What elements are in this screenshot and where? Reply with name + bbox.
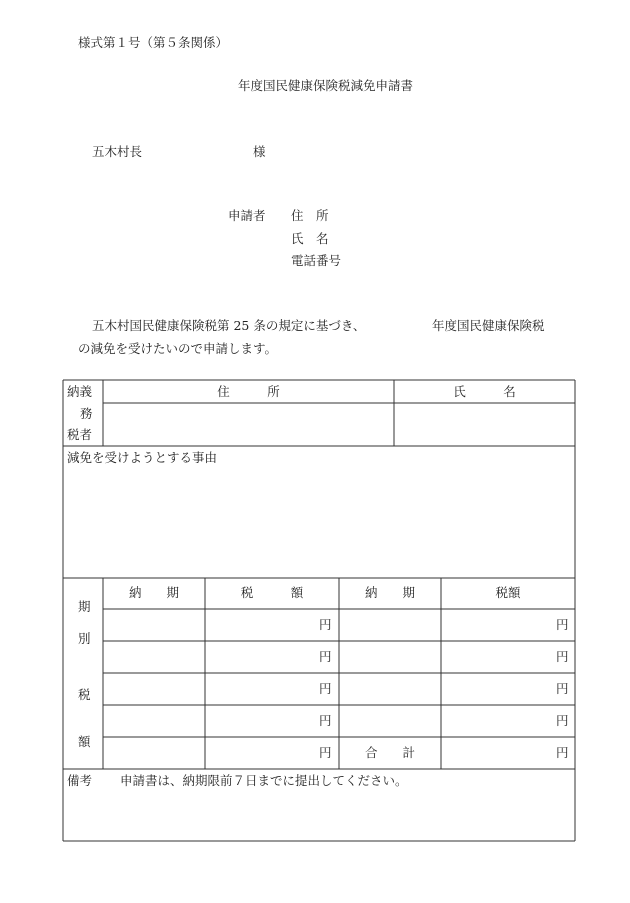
taxpayer-address-header: 住 所 (217, 384, 280, 399)
applicant-phone-label: 電話番号 (291, 253, 342, 268)
period-side-char-1: 期 (78, 599, 91, 614)
remarks-label: 備考 (67, 773, 93, 788)
taxpayer-label-1: 納義 (67, 384, 93, 399)
row3-yen1: 円 (319, 681, 332, 696)
applicant-label: 申請者 (228, 208, 266, 223)
form-title: 年度国民健康保険税減免申請書 (238, 78, 414, 93)
applicant-address-label: 住 所 (291, 208, 329, 223)
addressee-honorific: 様 (253, 144, 266, 159)
row2-yen2: 円 (556, 649, 569, 664)
row1-yen1: 円 (319, 617, 332, 632)
statement-line1-b: 年度国民健康保険税 (432, 318, 545, 333)
taxpayer-name-header: 氏 名 (453, 384, 516, 399)
statement-line1-a: 五木村国民健康保険税第 25 条の規定に基づき、 (92, 318, 366, 333)
total-yen: 円 (556, 745, 569, 760)
applicant-name-label: 氏 名 (291, 231, 329, 246)
row4-yen1: 円 (319, 713, 332, 728)
period-side-char-2: 別 (78, 631, 91, 646)
statement-line2: の減免を受けたいので申請します。 (78, 341, 278, 356)
header-due-1: 納 期 (128, 585, 179, 600)
row1-yen2: 円 (556, 617, 569, 632)
row5-yen1: 円 (319, 745, 332, 760)
addressee-name: 五木村長 (92, 144, 143, 159)
header-due-2: 納 期 (364, 585, 415, 600)
row2-yen1: 円 (319, 649, 332, 664)
period-side-char-4: 額 (78, 734, 91, 749)
reason-label: 減免を受けようとする事由 (67, 450, 218, 465)
row3-yen2: 円 (556, 681, 569, 696)
header-amount-2: 税額 (495, 585, 521, 600)
form-number: 様式第１号（第５条関係） (78, 35, 229, 50)
total-label: 合 計 (364, 745, 415, 760)
row4-yen2: 円 (556, 713, 569, 728)
taxpayer-label-3: 税者 (67, 427, 93, 442)
remarks-text: 申請書は、納期限前７日までに提出してください。 (120, 773, 408, 788)
period-side-char-3: 税 (78, 687, 91, 702)
taxpayer-label-2: 務 (80, 406, 93, 421)
header-amount-1: 税 額 (240, 585, 304, 600)
